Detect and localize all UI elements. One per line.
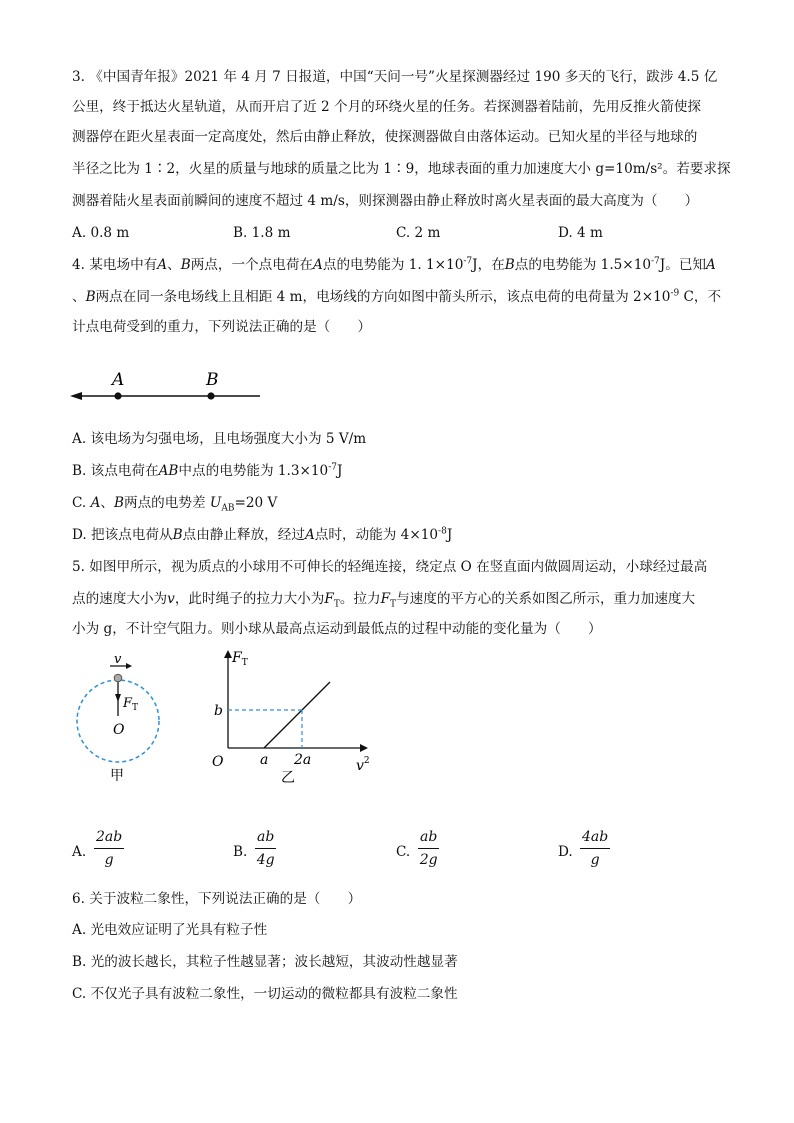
point-a-label: A (112, 370, 125, 390)
q5-line-2: 点的速度大小为v，此时绳子的拉力大小为$F_T$。拉力$F_T$与速度的平方心的关系如图乙所示，重力加速度大 (72, 591, 696, 610)
numerator: 4ab (582, 829, 609, 845)
denominator: 4g (256, 852, 275, 868)
x-axis-label: $v^2$ (356, 756, 370, 774)
origin-label: O (212, 754, 224, 770)
q5-line-1: 5. 如图甲所示，视为质点的小球用不可伸长的轻绳连接，绕定点 O 在竖直面内做圆周运动，小球经过最高 (72, 559, 708, 575)
y-axis-label: $F_T$ (232, 650, 248, 668)
q6-option-a: A. 光电效应证明了光具有粒子性 (72, 922, 268, 938)
q4-option-c: C. A、B两点的电势差 $U_{AB}=20$ V (72, 495, 278, 514)
q5-option-c-label: C. (396, 844, 411, 860)
numerator: 2ab (96, 829, 123, 845)
2a-tick-label: 2a (294, 752, 312, 768)
velocity-label: v (114, 652, 122, 667)
q3-option-b: B. 1.8 m (233, 225, 291, 241)
q3-option-d: D. 4 m (558, 225, 603, 241)
q5-option-b-label: B. (233, 844, 248, 860)
velocity-arrow-head-icon (126, 663, 132, 669)
q3-line-1: 3. 《中国青年报》2021 年 4 月 7 日报道，中国“天问一号”火星探测器经过 190 多天的飞行，跋涉 4.5 亿 (72, 69, 718, 85)
q5-line-3: 小为 g，不计空气阻力。则小球从最高点运动到最低点的过程中动能的变化量为（ ） (72, 621, 602, 637)
field-arrow-icon (70, 392, 82, 400)
q5-option-a-label: A. (72, 844, 87, 860)
q4-option-a: A. 该电场为匀强电场，且电场强度大小为 5 V/m (72, 431, 367, 447)
q4-option-b: B. 该点电荷在AB中点的电势能为 $1.3\times 10^{-7}J$ (72, 462, 343, 479)
q3-option-c: C. 2 m (396, 225, 441, 241)
q4-line-3: 计点电荷受到的重力，下列说法正确的是（ ） (72, 319, 372, 335)
figure-caption-yi: 乙 (281, 770, 295, 786)
q4-option-d: D. 把该点电荷从B点由静止释放，经过A点时，动能为 $4\times 10^{-8}J$ (72, 526, 453, 543)
figure-caption-jia: 甲 (110, 768, 124, 784)
q5-option-d-label: D. (558, 844, 573, 860)
y-axis-arrow-icon (224, 650, 232, 658)
a-tick-label: a (260, 752, 269, 768)
q5-figure-yi (208, 646, 378, 786)
q4-line-1: 4. 某电场中有A、B两点，一个点电荷在A点的电势能为 1. $1\times 10^{-7}J$，在B点的电势能为 $1.5\times 10^{-7}J$。已知A (72, 256, 716, 273)
point-a-dot (114, 392, 121, 399)
tension-label: $F_T$ (123, 696, 139, 713)
b-tick-label: b (214, 703, 223, 719)
q3-line-5: 测器着陆火星表面前瞬间的速度不超过 4 m/s，则探测器由静止释放时离火星表面的最大高度为（ ） (72, 193, 699, 209)
q6-option-b: B. 光的波长越长，其粒子性越显著；波长越短，其波动性越显著 (72, 954, 458, 970)
q5-option-b-fraction (255, 829, 276, 868)
q3-line-2: 公里，终于抵达火星轨道，从而开启了近 2 个月的环绕火星的任务。若探测器着陆前，先用反推火箭使探 (72, 99, 702, 115)
q3-line-4: 半径之比为 1∶2，火星的质量与地球的质量之比为 1∶9，地球表面的重力加速度大小 g=10m/s²。若要求探 (72, 161, 731, 177)
graph-line (264, 682, 330, 748)
x-axis-arrow-icon (360, 744, 368, 752)
tension-arrow-icon (115, 694, 121, 702)
q6-option-c: C. 不仅光子具有波粒二象性，一切运动的微粒都具有波粒二象性 (72, 986, 458, 1002)
q5-option-a-fraction (94, 829, 124, 868)
q4-field-line-figure (68, 366, 268, 408)
denominator: g (590, 852, 600, 868)
point-b-label: B (206, 370, 219, 390)
numerator: ab (257, 829, 275, 845)
q5-option-c-fraction (418, 829, 439, 868)
q5-option-d-fraction (580, 829, 610, 868)
ball-icon (114, 674, 122, 682)
denominator: 2g (419, 852, 438, 868)
point-b-dot (207, 392, 214, 399)
center-o-label: O (113, 722, 125, 738)
q4-line-2: 、B两点在同一条电场线上且相距 4 m，电场线的方向如图中箭头所示，该点电荷的电荷量为 $2\times 10^{-9}$ C，不 (72, 288, 722, 305)
q3-option-a: A. 0.8 m (72, 225, 130, 241)
q3-line-3: 测器停在距火星表面一定高度处，然后由静止释放，使探测器做自由落体运动。已知火星的半径与地球的 (72, 129, 698, 145)
q6-stem: 6. 关于波粒二象性，下列说法正确的是（ ） (72, 891, 362, 907)
q5-figure-jia (70, 652, 170, 784)
denominator: g (104, 852, 114, 868)
numerator: ab (420, 829, 438, 845)
